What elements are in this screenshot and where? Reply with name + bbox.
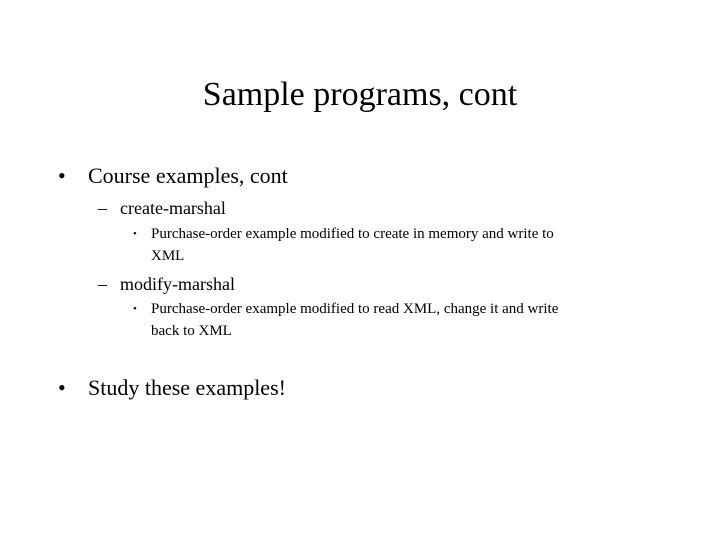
bullet-marker: • — [133, 228, 137, 240]
dash-marker: – — [98, 274, 107, 294]
subbullet-text: create-marshal — [120, 198, 226, 218]
subbullet-modify-marshal — [98, 273, 658, 295]
dash-marker: – — [98, 198, 107, 218]
bullet-marker: • — [133, 303, 137, 315]
detail-line-1: Purchase-order example modified to create in memory and write to — [151, 226, 554, 242]
bullet-marker: • — [58, 163, 66, 188]
detail-modify-marshal — [133, 298, 693, 342]
slide-title: Sample programs, cont — [202, 76, 518, 113]
bullet-course-examples — [58, 163, 658, 189]
bullet-text: Course examples, cont — [88, 163, 288, 188]
detail-line-1: Purchase-order example modified to read XML, change it and write — [151, 301, 559, 317]
detail-line-2: back to XML — [151, 323, 232, 339]
subbullet-text: modify-marshal — [120, 274, 235, 294]
detail-create-marshal — [133, 223, 693, 267]
bullet-marker: • — [58, 375, 66, 400]
subbullet-create-marshal — [98, 197, 658, 219]
bullet-study-examples — [58, 375, 658, 401]
detail-line-2: XML — [151, 248, 185, 264]
bullet-text: Study these examples! — [88, 375, 286, 400]
